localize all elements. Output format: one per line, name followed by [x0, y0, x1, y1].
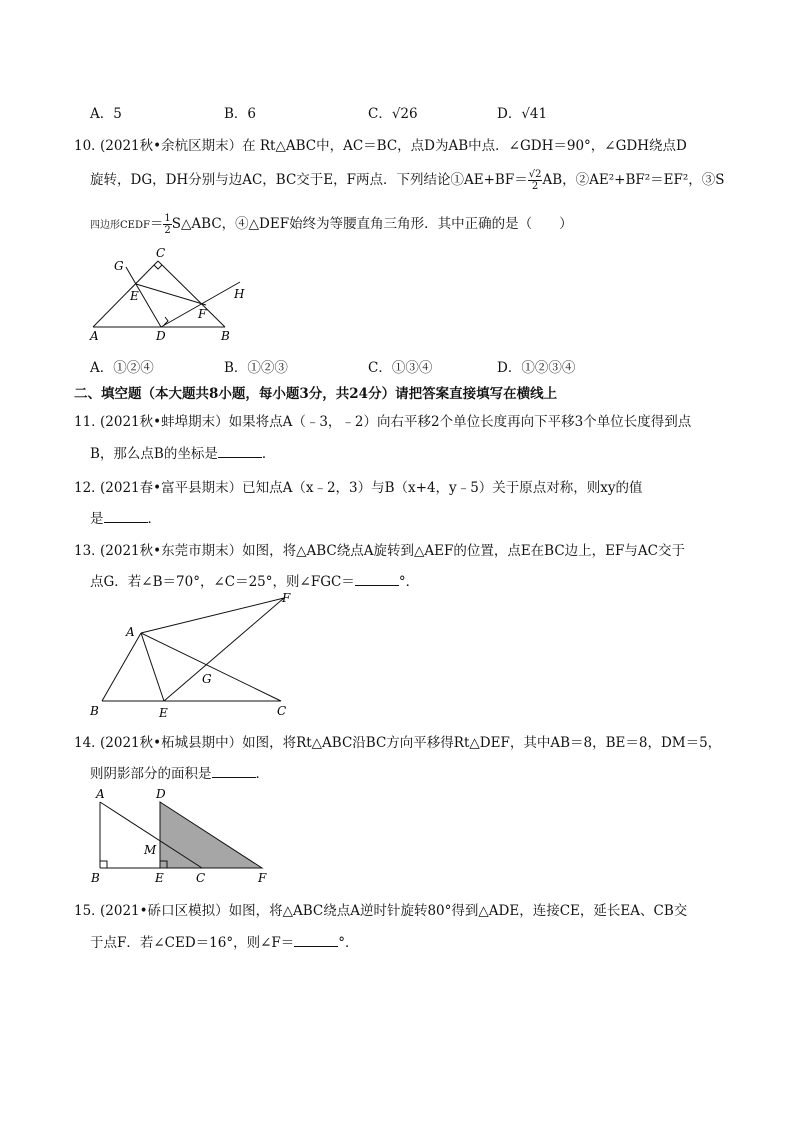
q11-line2-end: ．	[261, 446, 276, 462]
q12-line1: (2021春•富平县期末）已知点A（x﹣2，3）与B（x+4，y﹣5）关于原点对称，则xy的值	[100, 480, 643, 496]
q14-number: 14．	[74, 735, 105, 751]
q13-figure	[86, 588, 300, 720]
q12-line2-end: ．	[147, 511, 161, 527]
q13-label-c: C	[277, 704, 287, 718]
q10-label-f: F	[198, 307, 207, 321]
q10-label-c: C	[156, 246, 166, 260]
q10-frac-num: √2	[528, 169, 542, 180]
q10-label-e: E	[130, 289, 139, 303]
q10-line1: (2021秋•余杭区期末）在 Rt△ABC中，AC＝BC，点D为AB中点．∠GDH＝90°，∠GDH绕点D	[100, 138, 687, 154]
q14-answer-blank[interactable]	[212, 765, 256, 778]
q10-frac2-num: 1	[164, 213, 171, 224]
q13-answer-blank[interactable]	[355, 573, 399, 586]
q15-line2-end: °．	[338, 935, 359, 951]
q14-figure	[86, 784, 276, 888]
q10-line2-b: AB，②AE²+BF²＝EF²，③S	[542, 172, 725, 188]
q14-label-d: D	[156, 787, 166, 801]
q10-line2	[90, 168, 725, 192]
q14-label-b: B	[91, 871, 100, 885]
q12-line2-text: 是	[90, 511, 104, 527]
q13-label-a: A	[126, 625, 135, 639]
q14-label-f: F	[258, 871, 267, 885]
q10-line3-a: ＝	[149, 216, 164, 232]
q14-line1: (2021秋•柘城县期中）如图，将Rt△ABC沿BC方向平移得Rt△DEF，其中AB＝8，BE＝8，DM＝5，	[100, 735, 722, 751]
q10-figure	[88, 240, 258, 345]
q10-frac2-den: 2	[164, 225, 171, 236]
q10-option-b[interactable]: B．①②③	[224, 360, 288, 376]
q10-line2-a: 旋转，DG，DH分别与边AC，BC交于E，F两点．下列结论①AE+BF＝	[90, 172, 528, 188]
q10-option-d[interactable]: D．①②③④	[497, 360, 576, 376]
q10-number: 10．	[74, 138, 105, 154]
q10-label-a: A	[90, 329, 99, 343]
q13-label-f: F	[282, 591, 291, 605]
q11-answer-blank[interactable]	[218, 445, 262, 458]
q10-label-b: B	[221, 329, 230, 343]
q11-line1: (2021秋•蚌埠期末）如果将点A（﹣3，﹣2）向右平移2个单位长度再向下平移3个单位长度得到点	[100, 414, 692, 430]
q10-line3	[90, 212, 573, 236]
q13-line1: (2021秋•东莞市期末）如图，将△ABC绕点A旋转到△AEF的位置，点E在BC边上，EF与AC交于	[100, 543, 685, 559]
q12-number: 12．	[74, 480, 105, 496]
q12-line2	[90, 507, 161, 527]
q11-number: 11．	[74, 414, 105, 430]
q13-line2	[90, 570, 419, 590]
q9-option-a[interactable]: A．5	[90, 106, 122, 122]
q10-option-c[interactable]: C．①③④	[368, 360, 433, 376]
q13-label-g: G	[202, 672, 212, 686]
q14-label-m: M	[144, 843, 157, 857]
q13-number: 13．	[74, 543, 105, 559]
section2-title: 二、填空题（本大题共8小题，每小题3分，共24分）请把答案直接填写在横线上	[74, 386, 558, 402]
q14-label-a: A	[96, 787, 105, 801]
q15-answer-blank[interactable]	[294, 934, 338, 947]
q10-line3-sub: 四边形CEDF	[90, 220, 150, 231]
q15-line2	[90, 931, 359, 951]
q14-line2-text: 则阴影部分的面积是	[90, 766, 212, 782]
q13-label-e: E	[159, 706, 168, 720]
q10-frac-den: 2	[531, 181, 539, 192]
q9-option-c[interactable]: C．√26	[368, 106, 418, 122]
q14-label-e: E	[155, 871, 164, 885]
q13-line2-end: °．	[398, 574, 420, 590]
q10-label-d: D	[156, 329, 166, 343]
q10-fraction-half	[163, 213, 171, 236]
q10-line3-b: S△ABC，④△DEF始终为等腰直角三角形．其中正确的是（ ）	[171, 216, 573, 232]
q9-option-b[interactable]: B．6	[224, 106, 257, 122]
q11-line2	[90, 442, 275, 462]
q14-label-c: C	[196, 871, 206, 885]
q15-line1: (2021•硚口区模拟）如图，将△ABC绕点A逆时针旋转80°得到△ADE，连接CE，延长EA、CB交	[100, 903, 688, 919]
q10-option-a[interactable]: A．①②④	[90, 360, 154, 376]
q11-line2-text: B，那么点B的坐标是	[90, 446, 218, 462]
q14-line2-end: ．	[255, 766, 269, 782]
q10-label-h: H	[234, 287, 245, 301]
q15-number: 15．	[74, 903, 105, 919]
q10-fraction-sqrt2-over-2	[528, 169, 543, 192]
q10-label-g: G	[114, 259, 124, 273]
q12-answer-blank[interactable]	[104, 510, 148, 523]
q14-line2	[90, 762, 269, 782]
q9-option-d[interactable]: D．√41	[497, 106, 548, 122]
q13-line2-text: 点G．若∠B＝70°，∠C＝25°，则∠FGC＝	[90, 574, 355, 590]
q13-label-b: B	[90, 704, 99, 718]
q15-line2-text: 于点F．若∠CED＝16°，则∠F＝	[90, 935, 295, 951]
